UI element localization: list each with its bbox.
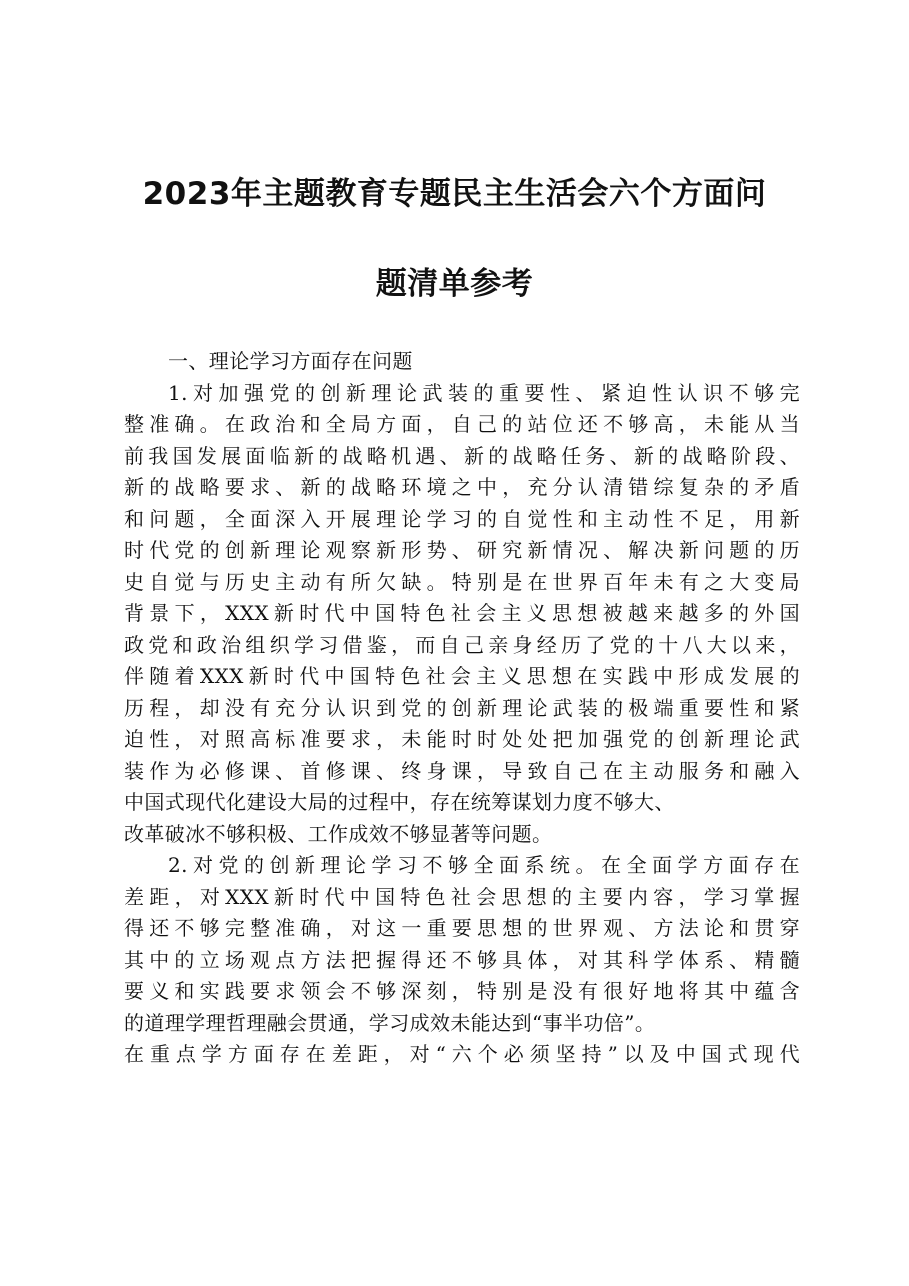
paragraph-line: 前我国发展面临新的战略机遇、新的战略任务、新的战略阶段、 xyxy=(124,443,800,468)
paragraph-line: 时代党的创新理论观察新形势、研究新情况、解决新问题的历 xyxy=(124,538,800,562)
paragraph-line: 背景下，XXX新时代中国特色社会主义思想被越来越多的外国 xyxy=(124,601,800,625)
paragraph-line: 历程，却没有充分认识到党的创新理论武装的极端重要性和紧 xyxy=(124,695,800,720)
document-body xyxy=(124,346,800,1071)
paragraph-line: 中国式现代化建设大局的过程中，存在统筹谋划力度不够大、 xyxy=(124,790,675,814)
paragraph-line: 得还不够完整准确，对这一重要思想的世界观、方法论和贯穿 xyxy=(124,916,800,940)
paragraph-line: 政党和政治组织学习借鉴，而自己亲身经历了党的十八大以来， xyxy=(124,632,800,657)
paragraph-line: 史自觉与历史主动有所欠缺。特别是在世界百年未有之大变局 xyxy=(124,569,800,594)
paragraph-line: 2.对党的创新理论学习不够全面系统。在全面学方面存在 xyxy=(168,853,800,877)
paragraph-line: 改革破冰不够积极、工作成效不够显著等问题。 xyxy=(124,821,553,846)
paragraph-line: 的道理学理哲理融会贯通，学习成效未能达到“事半功倍”。 xyxy=(124,1010,656,1035)
section-heading: 一、理论学习方面存在问题 xyxy=(168,349,413,373)
paragraph-line: 差距，对XXX新时代中国特色社会思想的主要内容，学习掌握 xyxy=(124,884,800,909)
paragraph-line: 迫性，对照高标准要求，未能时时处处把加强党的创新理论武 xyxy=(124,727,800,751)
paragraph-line: 整准确。在政治和全局方面，自己的站位还不够高，未能从当 xyxy=(124,412,800,436)
document-title-line-1: 2023年主题教育专题民主生活会六个方面问 xyxy=(142,176,767,212)
paragraph-line: 要义和实践要求领会不够深刻，特别是没有很好地将其中蕴含 xyxy=(124,979,800,1003)
paragraph-line: 和问题，全面深入开展理论学习的自觉性和主动性不足，用新 xyxy=(124,506,800,531)
document-title-line-2: 题清单参考 xyxy=(375,266,534,302)
paragraph-line: 其中的立场观点方法把握得还不够具体，对其科学体系、精髓 xyxy=(124,947,800,972)
paragraph-line: 新的战略要求、新的战略环境之中，充分认清错综复杂的矛盾 xyxy=(124,475,800,499)
paragraph-line: 装作为必修课、首修课、终身课，导致自己在主动服务和融入 xyxy=(124,758,800,783)
paragraph-line: 在重点学方面存在差距，对“六个必须坚持”以及中国式现代 xyxy=(124,1042,800,1066)
paragraph-line: 伴随着XXX新时代中国特色社会主义思想在实践中形成发展的 xyxy=(124,664,800,688)
paragraph-line: 1.对加强党的创新理论武装的重要性、紧迫性认识不够完 xyxy=(168,380,800,405)
